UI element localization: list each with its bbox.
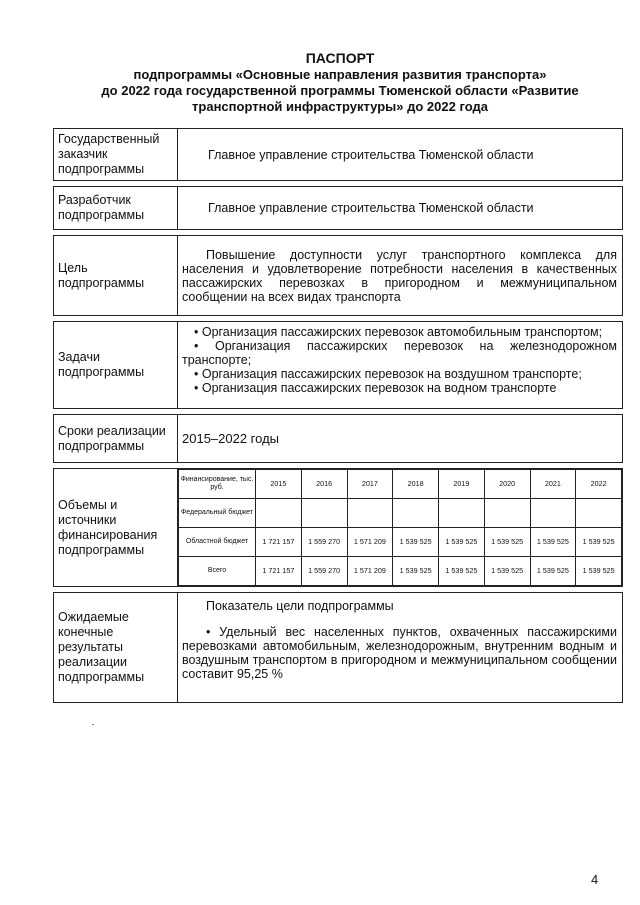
regional-value: 1 539 525 (484, 528, 530, 557)
terms-value-cell (178, 415, 623, 463)
funding-value (178, 469, 623, 587)
row-tasks (54, 322, 623, 409)
regional-value: 1 571 209 (347, 528, 393, 557)
year-cell: 2020 (484, 470, 530, 499)
funding-label: Объемы и источники финансирования подпрограммы (54, 469, 178, 587)
task-item: • Организация пассажирских перевозок на железнодорожном транспорте; (182, 339, 617, 367)
results-text: • Удельный вес населенных пунктов, охваченных пассажирскими перевозками автомобильным, железнодорожным, внутренним водным и воздушным транспортом в пригородном и межмуниципальном сообщении составит 95,25 % (182, 625, 617, 681)
goal-label: Цель подпрограммы (54, 236, 178, 316)
passport-table (53, 128, 623, 703)
page-number: 4 (591, 872, 599, 887)
developer-label: Разработчик подпрограммы (54, 187, 178, 230)
row-terms (54, 415, 623, 463)
row-funding (54, 469, 623, 587)
terms-label: Сроки реализации подпрограммы (54, 415, 178, 463)
goal-text: Повышение доступности услуг транспортного комплекса для населения и удовлетворение потребности населения в качественных пассажирских перевозках в пригородном и межмуниципальном сообщении на всех видах транспорта (182, 247, 617, 304)
row-goal (54, 236, 623, 316)
funding-regional-row (179, 528, 622, 557)
funding-federal-row (179, 499, 622, 528)
regional-value: 1 539 525 (530, 528, 576, 557)
federal-cell (393, 499, 439, 528)
regional-label: Областной бюджет (179, 528, 256, 557)
customer-label: Государственный заказчик подпрограммы (54, 129, 178, 181)
year-cell: 2018 (393, 470, 439, 499)
regional-value: 1 721 157 (256, 528, 302, 557)
tasks-value (178, 322, 623, 409)
year-cell: 2017 (347, 470, 393, 499)
customer-value-cell (178, 129, 623, 181)
task-item: • Организация пассажирских перевозок на водном транспорте (194, 381, 557, 395)
row-developer (54, 187, 623, 230)
total-value: 1 539 525 (576, 557, 622, 586)
year-cell: 2022 (576, 470, 622, 499)
terms-value: 2015–2022 годы (182, 430, 280, 446)
year-cell: 2016 (301, 470, 347, 499)
tasks-label: Задачи подпрограммы (54, 322, 178, 409)
year-cell: 2021 (530, 470, 576, 499)
total-value: 1 539 525 (439, 557, 485, 586)
year-cell: 2015 (256, 470, 302, 499)
federal-cell (484, 499, 530, 528)
total-value: 1 721 157 (256, 557, 302, 586)
federal-cell (439, 499, 485, 528)
results-label: Ожидаемые конечные результаты реализации подпрограммы (54, 593, 178, 703)
subtitle-line-2: до 2022 года государственной программы Тюменской области «Развитие (101, 83, 579, 98)
funding-total-row (179, 557, 622, 586)
total-value: 1 571 209 (347, 557, 393, 586)
federal-cell (576, 499, 622, 528)
developer-value-cell (178, 187, 623, 230)
total-label: Всего (179, 557, 256, 586)
funding-table (178, 469, 622, 586)
federal-cell (256, 499, 302, 528)
title-block (40, 50, 640, 115)
federal-label: Федеральный бюджет (179, 499, 256, 528)
task-item: • Организация пассажирских перевозок автомобильным транспортом; (194, 325, 603, 339)
federal-cell (347, 499, 393, 528)
total-value: 1 539 525 (393, 557, 439, 586)
stray-mark (92, 724, 94, 725)
regional-value: 1 559 270 (301, 528, 347, 557)
regional-value: 1 539 525 (439, 528, 485, 557)
task-item: • Организация пассажирских перевозок на воздушном транспорте; (194, 367, 582, 381)
goal-value (178, 236, 623, 316)
developer-value: Главное управление строительства Тюменской области (208, 201, 534, 215)
total-value: 1 559 270 (301, 557, 347, 586)
funding-header-cell: Финансирование, тыс. руб. (179, 470, 256, 499)
total-value: 1 539 525 (530, 557, 576, 586)
row-customer (54, 129, 623, 181)
total-value: 1 539 525 (484, 557, 530, 586)
document-title: ПАСПОРТ (305, 50, 375, 66)
regional-value: 1 539 525 (576, 528, 622, 557)
results-value (178, 593, 623, 703)
row-results (54, 593, 623, 703)
federal-cell (530, 499, 576, 528)
customer-value: Главное управление строительства Тюменской области (208, 147, 534, 162)
subtitle-line-1: подпрограммы «Основные направления развития транспорта» (133, 67, 547, 82)
year-cell: 2019 (439, 470, 485, 499)
funding-header-row (179, 470, 622, 499)
federal-cell (301, 499, 347, 528)
results-heading: Показатель цели подпрограммы (206, 599, 394, 613)
subtitle-line-3: транспортной инфраструктуры» до 2022 года (192, 99, 488, 114)
regional-value: 1 539 525 (393, 528, 439, 557)
